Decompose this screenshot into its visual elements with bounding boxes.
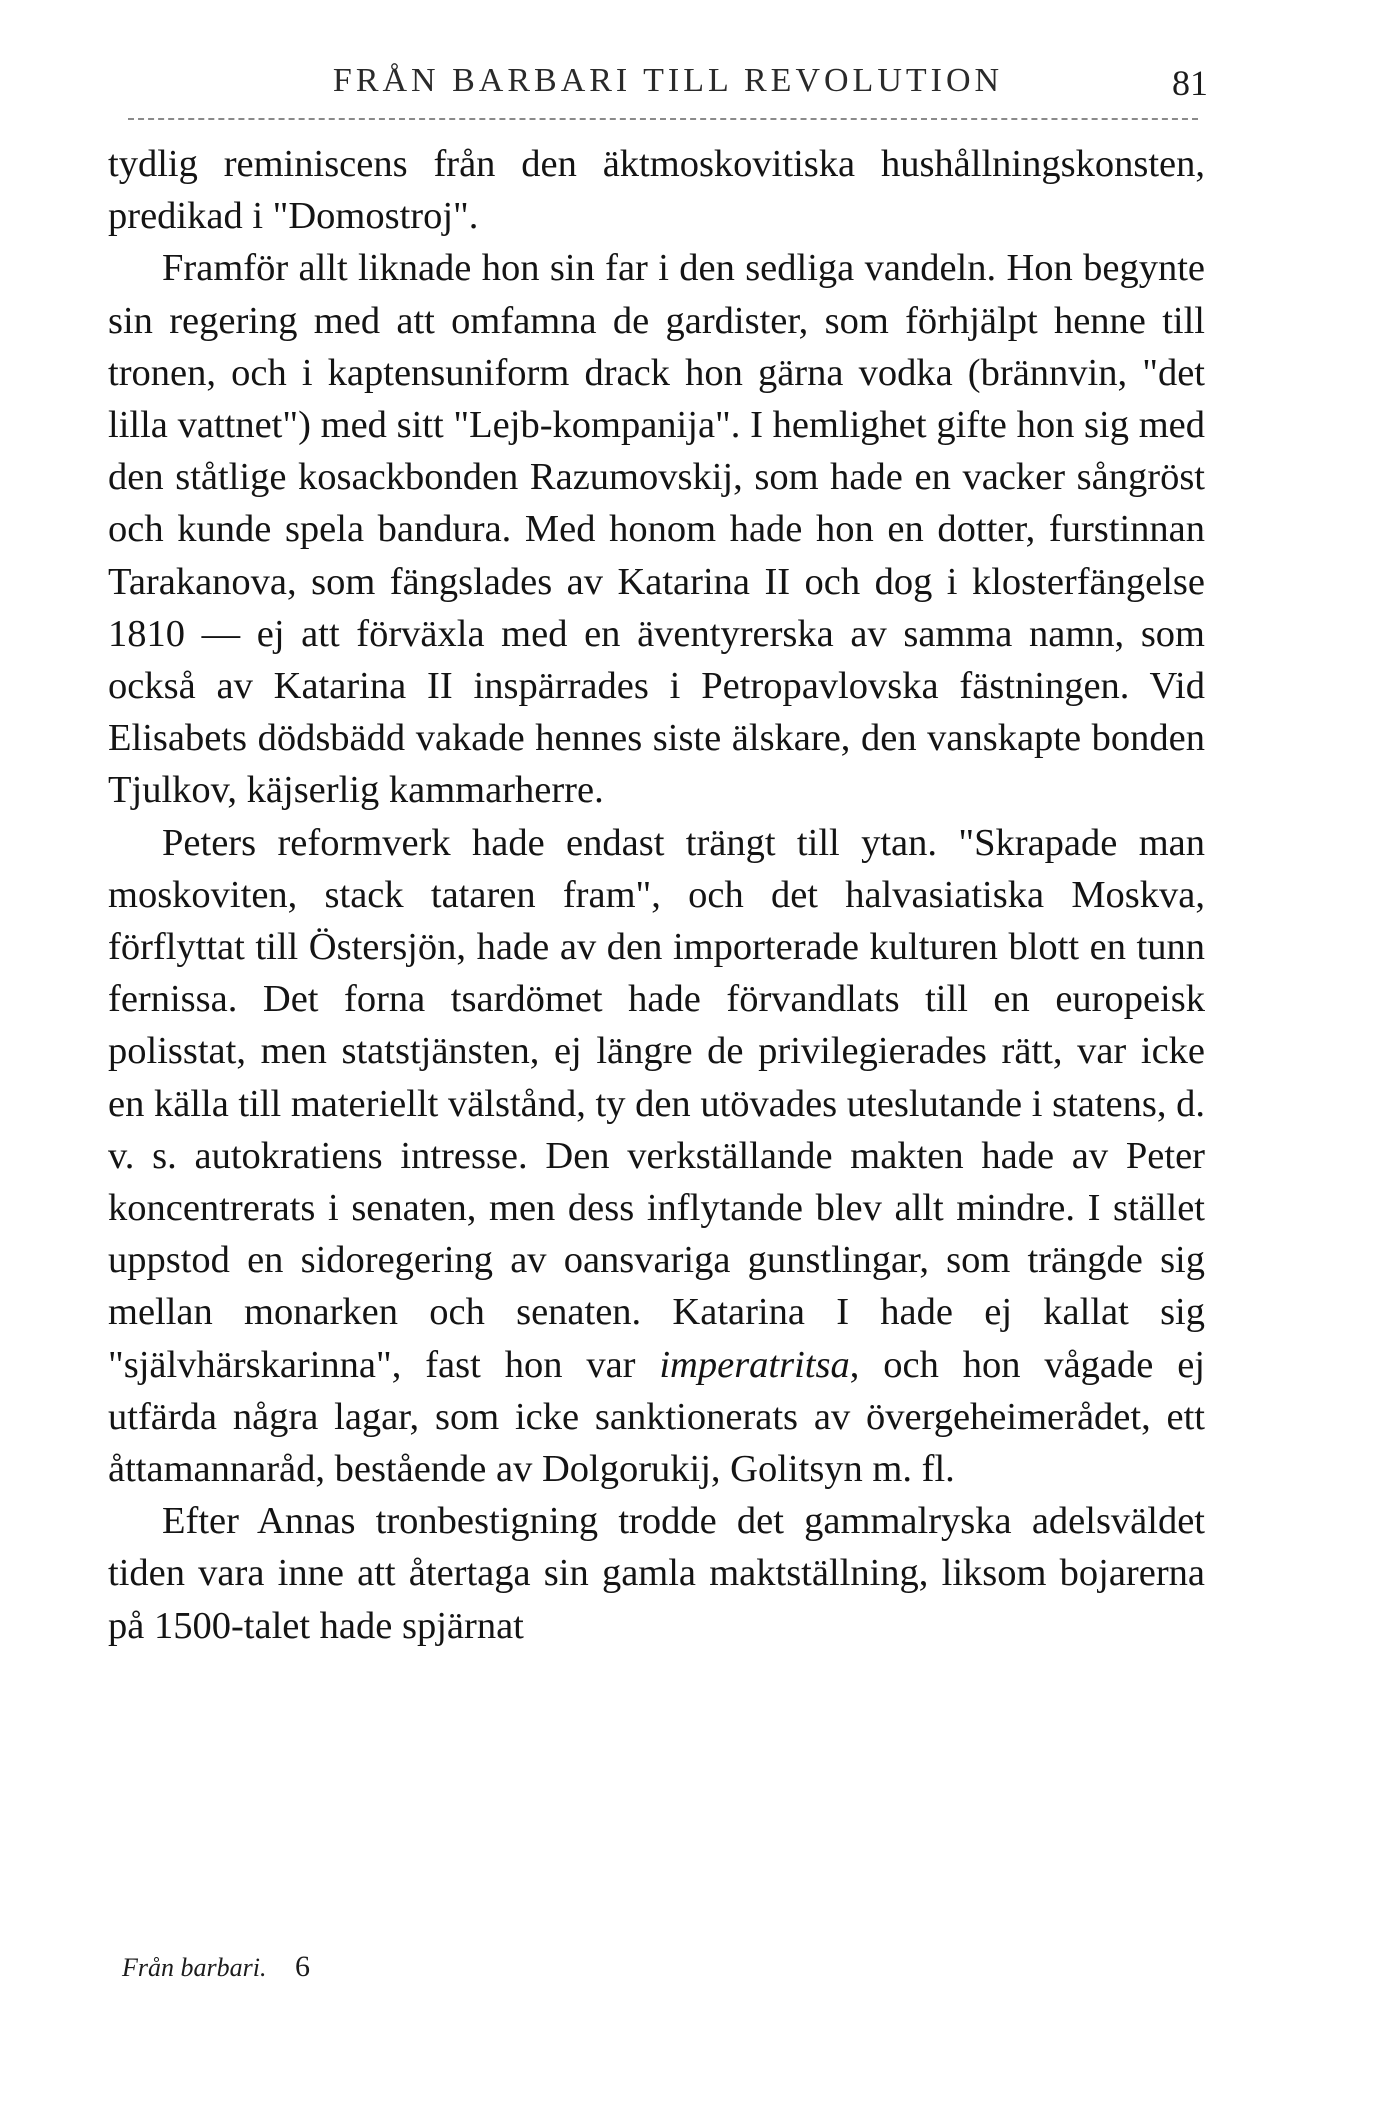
paragraph-anna: Efter Annas tronbestigning trodde det gammalryska adelsväldet tiden vara inne att återtaga sin gamla maktställning, liksom bojarerna på 1500-talet hade spjärnat <box>108 1500 1205 1647</box>
running-title: FRÅN BARBARI TILL REVOLUTION <box>332 62 1004 99</box>
header-rule <box>128 118 1198 120</box>
paragraph-continuation: tydlig reminiscens från den äktmoskovitiska hushållningskonsten, predikad i "Domostroj". <box>108 143 1205 238</box>
body-text <box>108 138 1205 1652</box>
running-head <box>108 62 1208 112</box>
paragraph-elisabeth: Framför allt liknade hon sin far i den sedliga vandeln. Hon begynte sin regering med att omfamna de gardister, som förhjälpt henne till tronen, och i kaptensuniform drack hon gärna vodka (brännvin, "det lilla vattnet") med sitt "Lejb-kompanija". I hemlighet gifte hon sig med den ståtlige kosackbonden Razumovskij, som hade en vacker sångröst och kunde spela bandura. Med honom hade hon en dotter, furstinnan Tarakanova, som fängslades av Katarina II och dog i klosterfängelse 1810 — ej att förväxla med en äventyrerska av samma namn, som också av Katarina II inspärrades i Petropavlovska fästningen. Vid Elisabets dödsbädd vakade hennes siste älskare, den vanskapte bonden Tjulkov, käjserlig kammarherre. <box>108 247 1205 812</box>
signature-number: 6 <box>294 1950 310 1983</box>
signature-mark <box>122 1950 310 1984</box>
signature-title: Från barbari. <box>122 1953 267 1982</box>
paragraph-reforms: Peters reformverk hade endast trängt till ytan. "Skrapade man moskoviten, stack tataren fram", och det halvasiatiska Moskva, förflyttat till Östersjön, hade av den importerade kulturen blott en tunn fernissa. Det forna tsardömet hade förvandlats till en europeisk polisstat, men statstjänsten, ej längre de privilegierades rätt, var icke en källa till materiellt välstånd, ty den utövades uteslutande i statens, d. v. s. autokratiens intresse. Den verkställande makten hade av Peter koncentrerats i senaten, men dess inflytande blev allt mindre. I stället uppstod en sidoregering av oansvariga gunstlingar, som trängde sig mellan monarken och senaten. Katarina I hade ej kallat sig "självhärskarinna", fast hon var imperatritsa, och hon vågade ej utfärda några lagar, som icke sanktionerats av övergeheimerådet, ett åttamannaråd, bestående av Dolgorukij, Golitsyn m. fl. <box>108 821 1206 1491</box>
italic-term: imperatritsa <box>659 1343 850 1386</box>
page-number: 81 <box>1172 63 1208 103</box>
